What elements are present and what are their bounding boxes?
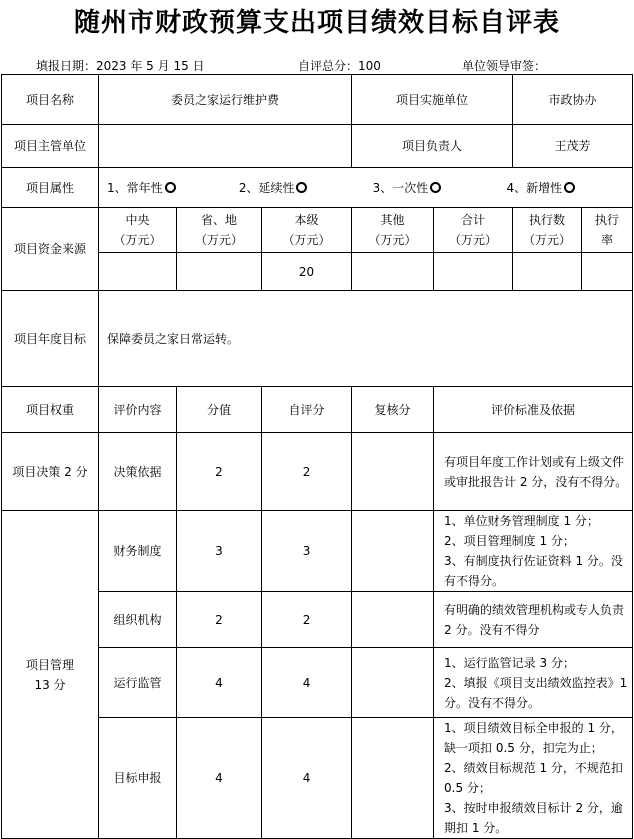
goal-value: 保障委员之家日常运转。 xyxy=(99,291,633,387)
goal-label: 项目年度目标 xyxy=(2,291,99,387)
dept-value xyxy=(99,125,352,168)
eval-criteria: 1、项目绩效目标全申报的 1 分，缺一项扣 0.5 分，扣完为止； 2、绩效目标规范 1 分，不规范扣 0.5 分； 3、按时申报绩效目标计 2 分，逾期扣 1 分。 xyxy=(434,718,633,839)
funds-col-header: 中央 （万元） xyxy=(99,208,177,253)
dept-label: 项目主管单位 xyxy=(2,125,99,168)
eval-self-score: 3 xyxy=(262,511,352,592)
eval-review-score xyxy=(352,718,434,839)
eval-header-weight: 项目权重 xyxy=(2,387,99,433)
project-leader-label: 项目负责人 xyxy=(352,125,513,168)
funds-col-header: 其他 （万元） xyxy=(352,208,434,253)
fill-leader xyxy=(462,57,546,74)
attr-options xyxy=(99,168,633,208)
project-name-label: 项目名称 xyxy=(2,75,99,125)
eval-points: 4 xyxy=(177,648,262,718)
funds-value xyxy=(434,253,513,291)
eval-points: 3 xyxy=(177,511,262,592)
eval-points: 4 xyxy=(177,718,262,839)
date-label: 填报日期： xyxy=(36,59,97,73)
group-weight: 项目管理 13 分 xyxy=(2,511,99,839)
fill-score xyxy=(298,57,381,74)
eval-self-score: 4 xyxy=(262,648,352,718)
funds-value xyxy=(177,253,262,291)
eval-self-score: 2 xyxy=(262,592,352,648)
eval-criteria: 1、单位财务管理制度 1 分； 2、项目管理制度 1 分； 3、有制度执行佐证资料 1 分。没有不得分。 xyxy=(434,511,633,592)
eval-self-score: 4 xyxy=(262,718,352,839)
eval-header-content: 评价内容 xyxy=(99,387,177,433)
eval-header-points: 分值 xyxy=(177,387,262,433)
eval-criteria: 1、运行监管记录 3 分； 2、填报《项目支出绩效监控表》1 分。没有不得分。 xyxy=(434,648,633,718)
funds-col-header: 本级 （万元） xyxy=(262,208,352,253)
radio-circle-icon xyxy=(165,182,176,193)
eval-header-criteria: 评价标准及依据 xyxy=(434,387,633,433)
eval-review-score xyxy=(352,648,434,718)
eval-header-review: 复核分 xyxy=(352,387,434,433)
eval-criteria: 有项目年度工作计划或有上级文件或审批报告计 2 分，没有不得分。 xyxy=(434,433,633,511)
leader-sign-label: 单位领导审签： xyxy=(462,59,547,73)
attr-option[interactable]: 1、常年性 xyxy=(107,177,231,199)
score-label: 自评总分： xyxy=(298,59,359,73)
funds-col-header: 合计 （万元） xyxy=(434,208,513,253)
attr-option[interactable]: 4、新增性 xyxy=(506,177,575,199)
radio-circle-icon xyxy=(564,182,575,193)
project-name-value: 委员之家运行维护费 xyxy=(99,75,352,125)
funds-value xyxy=(513,253,582,291)
funds-col-header: 执行 率 xyxy=(582,208,633,253)
eval-review-score xyxy=(352,511,434,592)
impl-unit-label: 项目实施单位 xyxy=(352,75,513,125)
date-value: 2023 年 5 月 15 日 xyxy=(96,59,205,73)
eval-content: 决策依据 xyxy=(99,433,177,511)
attr-option[interactable]: 3、一次性 xyxy=(373,177,499,199)
attr-option[interactable]: 2、延续性 xyxy=(239,177,365,199)
radio-circle-icon xyxy=(296,182,307,193)
eval-criteria: 有明确的绩效管理机构或专人负责 2 分。没有不得分 xyxy=(434,592,633,648)
eval-header-self: 自评分 xyxy=(262,387,352,433)
eval-content: 目标申报 xyxy=(99,718,177,839)
eval-content: 组织机构 xyxy=(99,592,177,648)
group-weight: 项目决策 2 分 xyxy=(2,433,99,511)
score-value: 100 xyxy=(358,59,381,73)
eval-points: 2 xyxy=(177,592,262,648)
eval-points: 2 xyxy=(177,433,262,511)
impl-unit-value: 市政协办 xyxy=(513,75,633,125)
funds-value: 20 xyxy=(262,253,352,291)
evaluation-table xyxy=(1,74,633,839)
project-leader-value: 王茂芳 xyxy=(513,125,633,168)
funds-value xyxy=(582,253,633,291)
eval-self-score: 2 xyxy=(262,433,352,511)
eval-review-score xyxy=(352,433,434,511)
funds-col-header: 执行数 （万元） xyxy=(513,208,582,253)
radio-circle-icon xyxy=(430,182,441,193)
eval-content: 运行监管 xyxy=(99,648,177,718)
page-title: 随州市财政预算支出项目绩效目标自评表 xyxy=(73,8,560,38)
eval-content: 财务制度 xyxy=(99,511,177,592)
funds-col-header: 省、地 （万元） xyxy=(177,208,262,253)
funds-value xyxy=(99,253,177,291)
attr-label: 项目属性 xyxy=(2,168,99,208)
fill-date xyxy=(36,57,205,74)
funds-value xyxy=(352,253,434,291)
funds-label: 项目资金来源 xyxy=(2,208,99,291)
eval-review-score xyxy=(352,592,434,648)
